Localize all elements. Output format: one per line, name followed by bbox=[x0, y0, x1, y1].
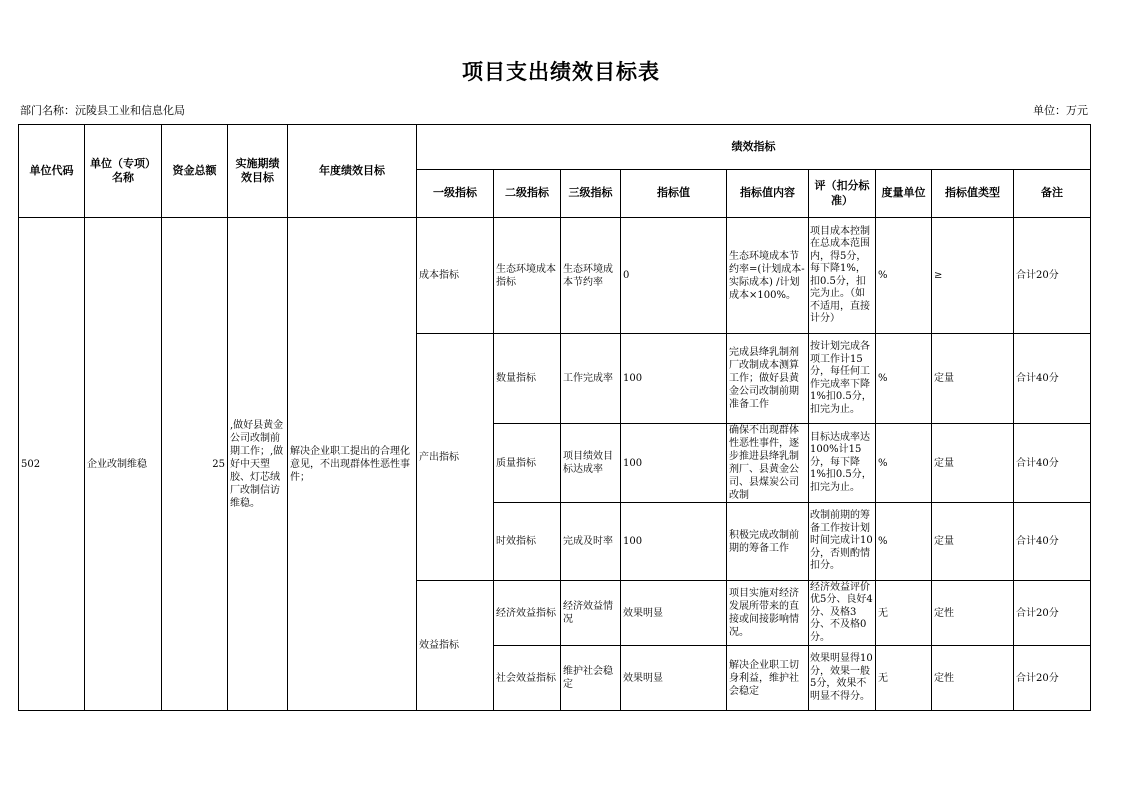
header-indicator-value: 指标值 bbox=[621, 170, 727, 218]
level2-cell: 质量指标 bbox=[494, 424, 561, 503]
level3-cell: 经济效益情况 bbox=[561, 581, 621, 646]
level2-cell: 生态环境成本指标 bbox=[494, 218, 561, 334]
indicator-value-cell: 100 bbox=[621, 503, 727, 581]
level3-cell: 生态环境成本节约率 bbox=[561, 218, 621, 334]
header-indicator-content: 指标值内容 bbox=[727, 170, 809, 218]
header-scoring: 评（扣分标准） bbox=[809, 170, 876, 218]
indicator-content-cell: 生态环境成本节约率=(计划成本-实际成本) /计划成本×100%。 bbox=[727, 218, 809, 334]
header-total-funds: 资金总额 bbox=[162, 125, 228, 218]
level3-cell: 维护社会稳定 bbox=[561, 646, 621, 711]
header-level1: 一级指标 bbox=[417, 170, 494, 218]
currency-unit: 单位：万元 bbox=[1033, 104, 1088, 117]
annual-goal-cell: 解决企业职工提出的合理化意见，不出现群体性恶性事件； bbox=[288, 218, 417, 711]
value-type-cell: 定量 bbox=[932, 334, 1014, 424]
total-funds-cell: 25 bbox=[162, 218, 228, 711]
unit-name-cell: 企业改制维稳 bbox=[85, 218, 162, 711]
remark-cell: 合计40分 bbox=[1014, 334, 1091, 424]
header-level3: 三级指标 bbox=[561, 170, 621, 218]
value-type-cell: 定性 bbox=[932, 581, 1014, 646]
header-unit-name: 单位（专项）名称 bbox=[85, 125, 162, 218]
header-value-type: 指标值类型 bbox=[932, 170, 1014, 218]
indicator-value-cell: 效果明显 bbox=[621, 581, 727, 646]
scoring-cell: 项目成本控制在总成本范围内，得5分，每下降1%，扣0.5分，扣完为止。（如不适用，直接计分） bbox=[809, 218, 876, 334]
scoring-cell: 改制前期的筹备工作按计划时间完成计10分，否则酌情扣分。 bbox=[809, 503, 876, 581]
level1-cost-cell: 成本指标 bbox=[417, 218, 494, 334]
indicator-content-cell: 解决企业职工切身利益，维护社会稳定 bbox=[727, 646, 809, 711]
level2-cell: 经济效益指标 bbox=[494, 581, 561, 646]
remark-cell: 合计20分 bbox=[1014, 581, 1091, 646]
level2-cell: 数量指标 bbox=[494, 334, 561, 424]
value-type-cell: 定量 bbox=[932, 424, 1014, 503]
unit-code-cell: 502 bbox=[19, 218, 85, 711]
department-name: 部门名称：沅陵县工业和信息化局 bbox=[20, 104, 185, 117]
performance-goal-table bbox=[18, 124, 1091, 711]
remark-cell: 合计40分 bbox=[1014, 424, 1091, 503]
level3-cell: 完成及时率 bbox=[561, 503, 621, 581]
header-annual-goal: 年度绩效目标 bbox=[288, 125, 417, 218]
header-impl-goal: 实施期绩效目标 bbox=[228, 125, 288, 218]
scoring-cell: 效果明显得10分，效果一般5分，效果不明显不得分。 bbox=[809, 646, 876, 711]
scoring-cell: 经济效益评价优5分、良好4分、及格3分、不及格0分。 bbox=[809, 581, 876, 646]
header-perf-indicators: 绩效指标 bbox=[417, 125, 1091, 170]
impl-goal-cell: ,做好县黄金公司改制前期工作；,做好中天塑胶、灯芯绒厂改制信访维稳。 bbox=[228, 218, 288, 711]
value-type-cell: 定量 bbox=[932, 503, 1014, 581]
measure-unit-cell: % bbox=[876, 334, 932, 424]
indicator-value-cell: 0 bbox=[621, 218, 727, 334]
indicator-content-cell: 项目实施对经济发展所带来的直接或间接影响情况。 bbox=[727, 581, 809, 646]
header-unit-code: 单位代码 bbox=[19, 125, 85, 218]
level3-cell: 工作完成率 bbox=[561, 334, 621, 424]
header-level2: 二级指标 bbox=[494, 170, 561, 218]
scoring-cell: 按计划完成各项工作计15分，每任何工作完成率下降1%扣0.5分，扣完为止。 bbox=[809, 334, 876, 424]
level1-benefit-cell: 效益指标 bbox=[417, 581, 494, 711]
indicator-value-cell: 100 bbox=[621, 424, 727, 503]
level3-cell: 项目绩效目标达成率 bbox=[561, 424, 621, 503]
indicator-value-cell: 100 bbox=[621, 334, 727, 424]
indicator-value-cell: 效果明显 bbox=[621, 646, 727, 711]
level1-output-cell: 产出指标 bbox=[417, 334, 494, 581]
level2-cell: 社会效益指标 bbox=[494, 646, 561, 711]
measure-unit-cell: % bbox=[876, 218, 932, 334]
indicator-content-cell: 积极完成改制前期的筹备工作 bbox=[727, 503, 809, 581]
page-title: 项目支出绩效目标表 bbox=[462, 60, 660, 84]
measure-unit-cell: 无 bbox=[876, 646, 932, 711]
value-type-cell: ≥ bbox=[932, 218, 1014, 334]
measure-unit-cell: % bbox=[876, 424, 932, 503]
header-row-1 bbox=[19, 125, 1091, 170]
scoring-cell: 目标达成率达100%计15分，每下降1%扣0.5分，扣完为止。 bbox=[809, 424, 876, 503]
remark-cell: 合计20分 bbox=[1014, 218, 1091, 334]
measure-unit-cell: % bbox=[876, 503, 932, 581]
indicator-content-cell: 确保不出现群体性恶性事件，逐步推进县绛乳制剂厂、县黄金公司、县煤炭公司改制 bbox=[727, 424, 809, 503]
remark-cell: 合计40分 bbox=[1014, 503, 1091, 581]
level2-cell: 时效指标 bbox=[494, 503, 561, 581]
header-remarks: 备注 bbox=[1014, 170, 1091, 218]
table-row bbox=[19, 218, 1091, 334]
header-measure-unit: 度量单位 bbox=[876, 170, 932, 218]
value-type-cell: 定性 bbox=[932, 646, 1014, 711]
indicator-content-cell: 完成县绛乳制剂厂改制成本测算工作；做好县黄金公司改制前期准备工作 bbox=[727, 334, 809, 424]
measure-unit-cell: 无 bbox=[876, 581, 932, 646]
remark-cell: 合计20分 bbox=[1014, 646, 1091, 711]
